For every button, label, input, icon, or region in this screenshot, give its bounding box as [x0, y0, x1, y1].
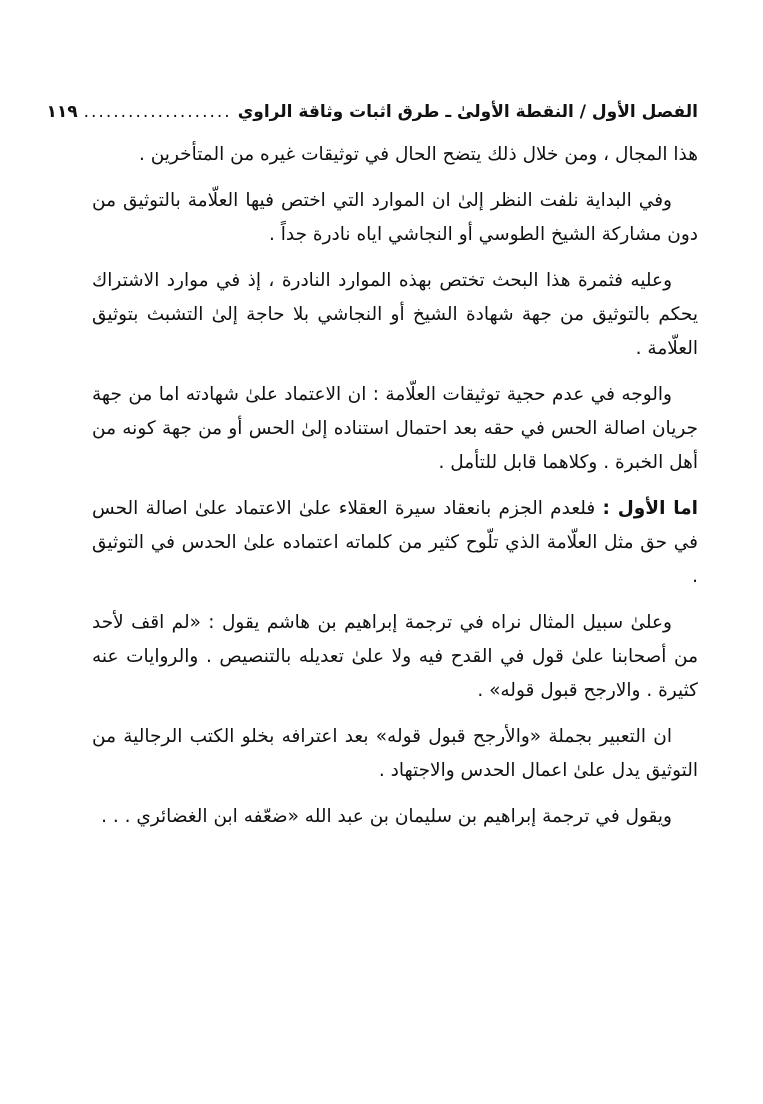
paragraph [92, 800, 698, 834]
paragraph [92, 720, 698, 788]
paragraph-lead: اما الأول : [602, 498, 698, 519]
page-body [92, 138, 698, 834]
paragraph-text: هذا المجال ، ومن خلال ذلك يتضح الحال في توثيقات غيره من المتأخرين . [138, 144, 698, 165]
paragraph-text: وفي البداية نلفت النظر إلىٰ ان الموارد التي اختص فيها العلّامة بالتوثيق من دون مشاركة الشيخ الطوسي أو النجاشي اياه نادرة جداً . [92, 190, 698, 245]
paragraph [92, 378, 698, 480]
header-leader-dots: .................... [83, 102, 232, 122]
paragraph [92, 606, 698, 708]
page-number: ١١٩ [46, 102, 78, 122]
paragraph [92, 138, 698, 172]
paragraph-text: فلعدم الجزم بانعقاد سيرة العقلاء علىٰ الاعتماد علىٰ اصالة الحس في حق مثل العلّامة الذي تلّوح كثير من كلماته اعتماده علىٰ الحدس في التوثيق . [92, 498, 698, 587]
paragraph-text: والوجه في عدم حجية توثيقات العلّامة : ان الاعتماد علىٰ شهادته اما من جهة جريان اصالة الحس في حقه بعد احتمال استناده إلىٰ الحس أو من جهة كونه من أهل الخبرة . وكلاهما قابل للتأمل . [92, 384, 698, 473]
paragraph-text: ويقول في ترجمة إبراهيم بن سليمان بن عبد الله «ضعّفه ابن الغضائري . . . [101, 806, 672, 827]
paragraph [92, 492, 698, 594]
paragraph-text: وعليه فثمرة هذا البحث تختص بهذه الموارد النادرة ، إذ في موارد الاشتراك يحكم بالتوثيق من جهة شهادة الشيخ أو النجاشي بلا حاجة إلىٰ التشبث بتوثيق العلّامة . [92, 270, 698, 359]
book-page [46, 96, 698, 846]
running-header [46, 96, 698, 128]
paragraph [92, 184, 698, 252]
paragraph-text: ان التعبير بجملة «والأرجح قبول قوله» بعد اعترافه بخلو الكتب الرجالية من التوثيق يدل علىٰ اعمال الحدس والاجتهاد . [92, 726, 698, 781]
chapter-title: الفصل الأول / النقطة الأولىٰ ـ طرق اثبات وثاقة الراوي [237, 102, 698, 122]
paragraph [92, 264, 698, 366]
paragraph-text: وعلىٰ سبيل المثال نراه في ترجمة إبراهيم بن هاشم يقول : «لم اقف لأحد من أصحابنا علىٰ قول في القدح فيه ولا علىٰ تعديله بالتنصيص . والروايات عنه كثيرة . والارجح قبول قوله» . [92, 612, 698, 701]
